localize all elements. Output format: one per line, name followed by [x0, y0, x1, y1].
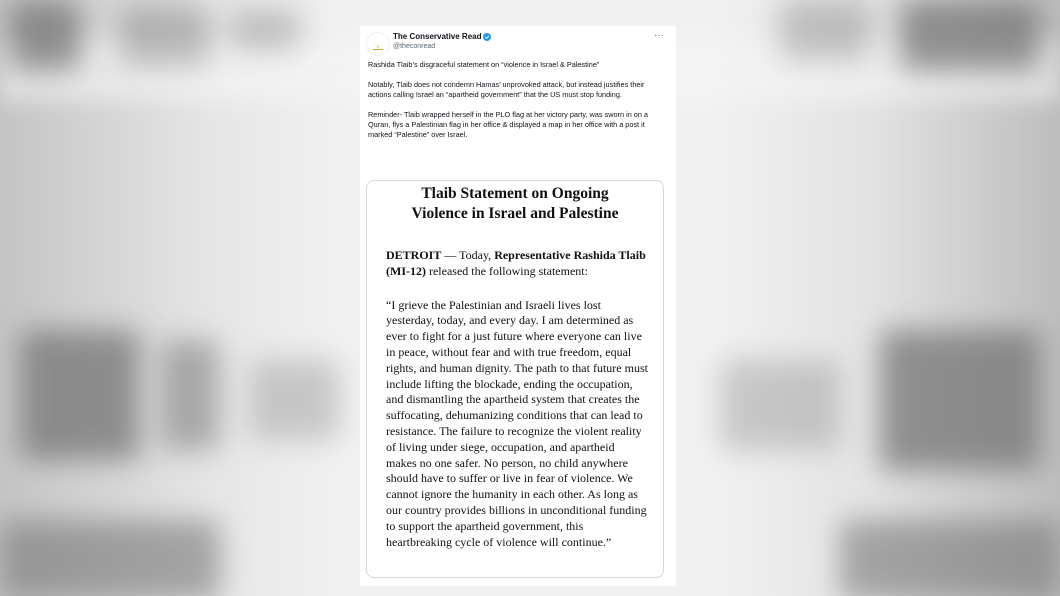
statement-dateline: DETROIT: [386, 248, 442, 262]
account-names: [393, 31, 491, 52]
background-blob: [0, 520, 220, 596]
tweet-paragraph: Notably, Tlaib does not condemn Hamas’ unprovoked attack, but instead justifies their actions calling Israel an “apartheid government” that the US must stop funding.: [368, 80, 645, 99]
background-blob: [250, 360, 340, 440]
statement-lead: [386, 248, 656, 280]
statement-title-line: Violence in Israel and Palestine: [411, 205, 619, 222]
statement-lead-text: — Today,: [441, 248, 495, 262]
background-blob: [120, 5, 210, 65]
background-blob: [780, 0, 870, 60]
background-blob: [880, 330, 1040, 470]
avatar[interactable]: [366, 32, 390, 56]
background-blob: [720, 360, 840, 450]
statement-lead-text: released the following statement:: [425, 263, 588, 278]
verified-badge-icon: [483, 33, 491, 41]
tweet-paragraph: Reminder- Tlaib wrapped herself in the PLO flag at her victory party, was sworn in on a Quran, flys a Palestinian flag in her office & displayed a map in her office with a post it marked “Palestine” over Israel.: [368, 110, 648, 139]
more-options-icon[interactable]: ···: [654, 30, 664, 41]
attached-statement-image[interactable]: [366, 180, 664, 578]
display-name[interactable]: The Conservative Read: [393, 32, 482, 41]
statement-rep-name: Representative Rashida Tlaib (MI-12): [386, 248, 646, 278]
statement-title-line: Tlaib Statement on Ongoing: [421, 185, 609, 202]
background-blob: [840, 520, 1060, 596]
tweet-card[interactable]: [360, 26, 676, 586]
display-name-row[interactable]: [393, 31, 491, 42]
tweet-header: [360, 30, 676, 60]
statement-quote: “I grieve the Palestinian and Israeli lives lost yesterday, today, and every day. I am determined as ever to fight for a just future where everyone can live in peace, without fear and with true freedom, equal rights, and human dignity. The path to that future must include lifting the blockade, ending the occupation, and dismantling the apartheid system that creates the suffocating, dehumanizing conditions that can lead to resistance. The failure to recognize the violent reality of living under siege, occupation, and apartheid makes no one safer. No person, no child anywhere should have to suffer or live in fear of violence. We cannot ignore the humanity in each other. As long as our country provides billions in unconditional funding to support the apartheid government, this heartbreaking cycle of violence will continue.”: [386, 297, 648, 549]
background-blob: [10, 0, 80, 70]
background-blob: [230, 10, 300, 50]
eagle-logo-icon: [370, 36, 386, 52]
background-blob: [160, 340, 220, 450]
statement-title: [367, 184, 663, 224]
tweet-text: [360, 60, 676, 140]
tweet-paragraph: Rashida Tlaib’s disgraceful statement on “violence in Israel & Palestine”: [368, 60, 600, 69]
background-blob: [20, 330, 140, 460]
handle[interactable]: @theconread: [393, 43, 436, 50]
background-blob: [900, 0, 1040, 70]
